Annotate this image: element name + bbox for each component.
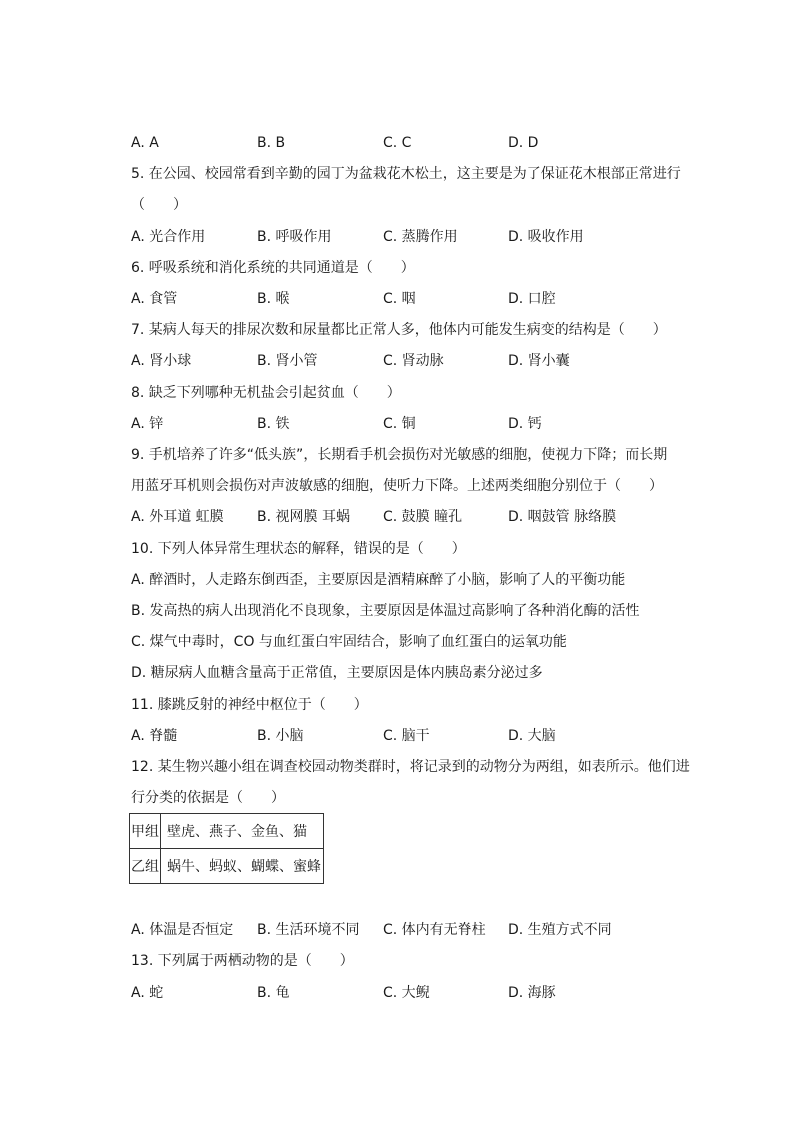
q9-stem-cont: 用蓝牙耳机则会损伤对声波敏感的细胞，使听力下降。上述两类细胞分别位于（ ）	[131, 478, 663, 494]
q10-option-b: B. 发高热的病人出现消化不良现象，主要原因是体温过高影响了各种消化酶的活性	[131, 603, 640, 619]
option-d: D. 口腔	[508, 291, 556, 307]
option-a: A. 外耳道 虹膜	[131, 509, 224, 525]
q5-stem: 5. 在公园、校园常看到辛勤的园丁为盆栽花木松土，这主要是为了保证花木根部正常进行	[131, 166, 681, 182]
option-d: D. 吸收作用	[508, 229, 584, 245]
option-b: B. 小脑	[257, 728, 304, 744]
q12-stem: 12. 某生物兴趣小组在调查校园动物类群时，将记录到的动物分为两组，如表所示。他们进	[131, 759, 690, 775]
option-d: D. D	[508, 135, 539, 151]
q12-options	[131, 920, 691, 940]
q7-options	[131, 351, 691, 371]
option-a: A. 肾小球	[131, 353, 192, 369]
q8-options	[131, 414, 691, 434]
option-c: C. 体内有无脊柱	[383, 922, 486, 938]
option-c: C. 肾动脉	[383, 353, 444, 369]
option-c: C. 脑干	[383, 728, 430, 744]
option-b: B. 肾小管	[257, 353, 318, 369]
table-row	[130, 849, 324, 884]
option-c: C. 大鲵	[383, 985, 430, 1001]
option-d: D. 钙	[508, 416, 542, 432]
q5-stem-cont: （ ）	[131, 197, 187, 213]
option-d: D. 海豚	[508, 985, 556, 1001]
q10-stem: 10. 下列人体异常生理状态的解释，错误的是（ ）	[131, 541, 466, 557]
option-a: A. 蛇	[131, 985, 164, 1001]
q7-stem: 7. 某病人每天的排尿次数和尿量都比正常人多，他体内可能发生病变的结构是（ ）	[131, 322, 667, 338]
q6-stem: 6. 呼吸系统和消化系统的共同通道是（ ）	[131, 260, 415, 276]
option-d: D. 肾小囊	[508, 353, 570, 369]
q13-options	[131, 983, 691, 1003]
option-a: A. 锌	[131, 416, 164, 432]
option-c: C. 铜	[383, 416, 416, 432]
q11-stem: 11. 膝跳反射的神经中枢位于（ ）	[131, 697, 368, 713]
option-a: A. A	[131, 135, 159, 151]
q12-stem-cont: 行分类的依据是（ ）	[131, 790, 285, 806]
option-d: D. 大脑	[508, 728, 556, 744]
q10-option-c: C. 煤气中毒时，CO 与血红蛋白牢固结合，影响了血红蛋白的运氧功能	[131, 634, 567, 650]
option-d: D. 生殖方式不同	[508, 922, 612, 938]
option-b: B. 龟	[257, 985, 290, 1001]
q5-options	[131, 227, 691, 247]
q9-options	[131, 507, 691, 527]
option-b: B. B	[257, 135, 286, 151]
q10-option-a: A. 醉酒时，人走路东倒西歪，主要原因是酒精麻醉了小脑，影响了人的平衡功能	[131, 572, 626, 588]
option-b: B. 生活环境不同	[257, 922, 360, 938]
option-b: B. 视网膜 耳蜗	[257, 509, 350, 525]
option-c: C. 蒸腾作用	[383, 229, 458, 245]
group-table	[129, 813, 324, 884]
group-members: 蜗牛、蚂蚁、蝴蝶、蜜蜂	[161, 849, 324, 884]
option-d: D. 咽鼓管 脉络膜	[508, 509, 617, 525]
q11-options	[131, 726, 691, 746]
option-a: A. 脊髓	[131, 728, 178, 744]
group-members: 壁虎、燕子、金鱼、猫	[161, 814, 324, 849]
group-label: 乙组	[130, 849, 161, 884]
q10-option-d: D. 糖尿病人血糖含量高于正常值，主要原因是体内胰岛素分泌过多	[131, 665, 543, 681]
q8-stem: 8. 缺乏下列哪种无机盐会引起贫血（ ）	[131, 385, 401, 401]
option-a: A. 体温是否恒定	[131, 922, 234, 938]
option-c: C. C	[383, 135, 412, 151]
option-a: A. 光合作用	[131, 229, 206, 245]
q9-stem: 9. 手机培养了许多“低头族”，长期看手机会损伤对光敏感的细胞，使视力下降；而长期	[131, 447, 668, 463]
table-row	[130, 814, 324, 849]
q4-options	[131, 133, 691, 153]
option-b: B. 铁	[257, 416, 290, 432]
option-a: A. 食管	[131, 291, 178, 307]
option-b: B. 喉	[257, 291, 290, 307]
option-b: B. 呼吸作用	[257, 229, 332, 245]
q13-stem: 13. 下列属于两栖动物的是（ ）	[131, 953, 354, 969]
option-c: C. 咽	[383, 291, 416, 307]
option-c: C. 鼓膜 瞳孔	[383, 509, 463, 525]
group-label: 甲组	[130, 814, 161, 849]
q6-options	[131, 289, 691, 309]
